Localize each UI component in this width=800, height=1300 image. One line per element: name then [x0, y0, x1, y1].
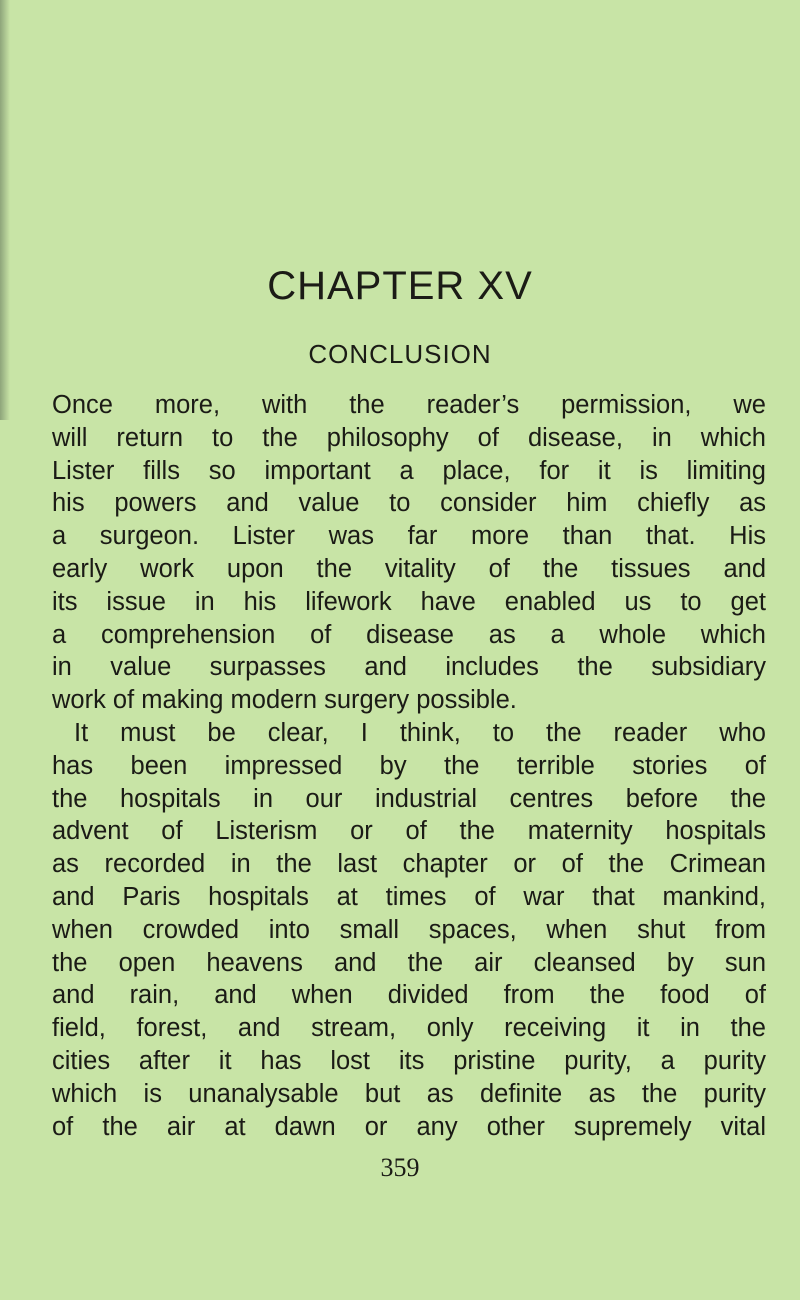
text-line: will return to the philosophy of disease, in which	[52, 423, 766, 452]
text-line: early work upon the vitality of the tissues and	[52, 554, 766, 583]
text-line: when crowded into small spaces, when shut from	[52, 915, 766, 944]
text-line: of the air at dawn or any other supremely vital	[52, 1112, 766, 1141]
text-line: a comprehension of disease as a whole which	[52, 620, 766, 649]
text-line: cities after it has lost its pristine purity, a purity	[52, 1046, 766, 1075]
chapter-heading: CHAPTER XV	[267, 264, 533, 308]
body-text	[52, 389, 766, 1143]
text-line: as recorded in the last chapter or of the Crimean	[52, 850, 766, 879]
text-line: work of making modern surgery possible.	[52, 686, 517, 715]
text-line: advent of Listerism or of the maternity hospitals	[52, 817, 766, 846]
text-line: in value surpasses and includes the subsidiary	[52, 653, 766, 682]
text-line: field, forest, and stream, only receiving it in the	[52, 1014, 766, 1043]
text-line: has been impressed by the terrible stories of	[52, 751, 766, 780]
text-line: the hospitals in our industrial centres before the	[52, 784, 766, 813]
text-line: which is unanalysable but as definite as the purity	[52, 1079, 766, 1108]
text-line: and rain, and when divided from the food of	[52, 981, 766, 1010]
text-line: Lister fills so important a place, for it is limiting	[52, 456, 766, 485]
text-line: Once more, with the reader’s permission, we	[52, 391, 766, 419]
text-line: a surgeon. Lister was far more than that. His	[52, 522, 766, 551]
text-line: the open heavens and the air cleansed by sun	[52, 948, 766, 977]
text-line: his powers and value to consider him chiefly as	[52, 489, 766, 518]
text-line: It must be clear, I think, to the reader who	[74, 718, 766, 747]
page-number: 359	[380, 1153, 420, 1182]
chapter-title: CONCLUSION	[308, 339, 492, 369]
text-line: its issue in his lifework have enabled us to get	[52, 587, 766, 616]
text-line: and Paris hospitals at times of war that mankind,	[52, 882, 766, 911]
